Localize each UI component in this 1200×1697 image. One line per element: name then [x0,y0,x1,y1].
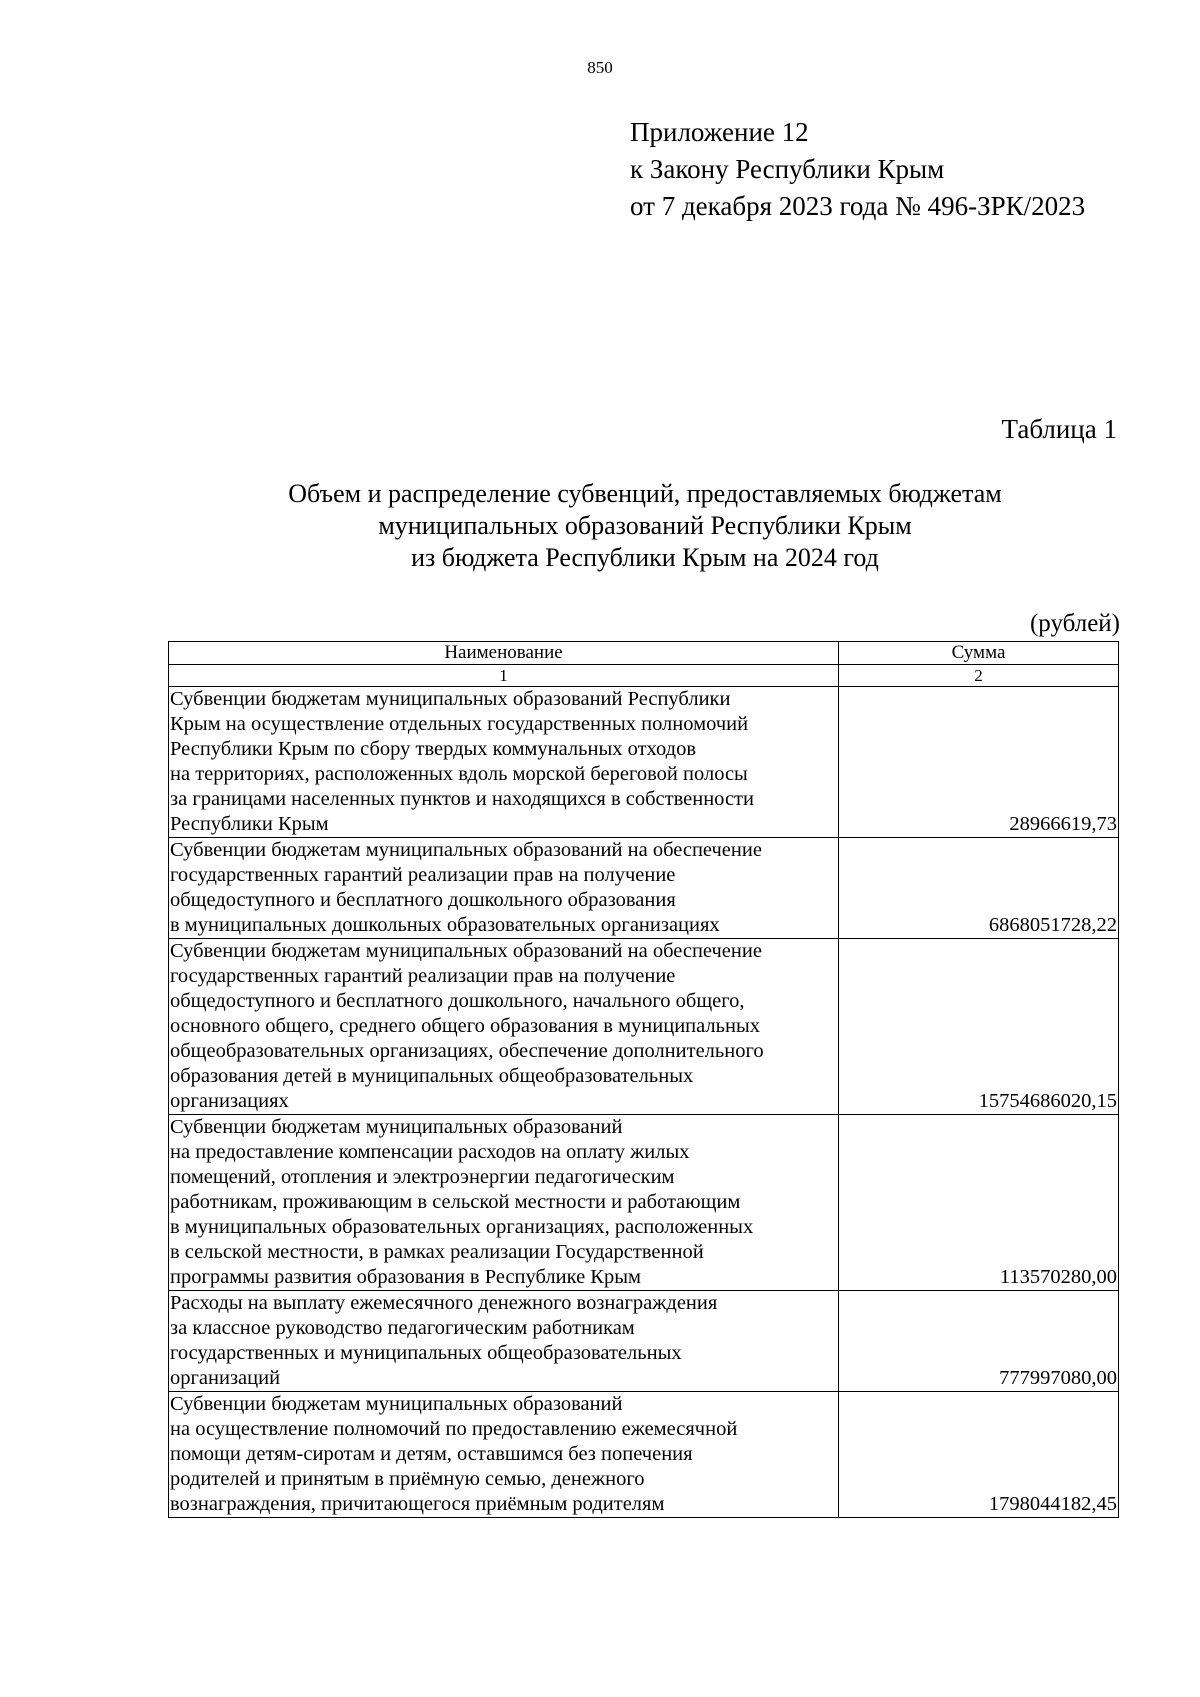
units-label: (рублей) [1029,610,1120,637]
appendix-line-1: Приложение 12 [630,117,809,147]
row-sum: 777997080,00 [839,1291,1119,1392]
table-header-row [169,642,1119,665]
row-sum: 113570280,00 [839,1115,1119,1291]
page-number: 850 [587,58,613,77]
row-name: Расходы на выплату ежемесячного денежного вознаграждения за классное руководство педагогическим работникам государственных и муниципальных общеобразовательных организаций [169,1291,839,1392]
row-name: Субвенции бюджетам муниципальных образований на предоставление компенсации расходов на оплату жилых помещений, отопления и электроэнергии педагогическим работникам, проживающим в сельской местности и работающим в муниципальных образовательных организациях, расположенных в сельской местности, в рамках реализации Государственной программы развития образования в Республике Крым [169,1115,839,1291]
row-name: Субвенции бюджетам муниципальных образований на осуществление полномочий по предоставлению ежемесячной помощи детям-сиротам и детям, оставшимся без попечения родителей и принятым в приёмную семью, денежного вознаграждения, причитающегося приёмным родителям [169,1392,839,1518]
row-name: Субвенции бюджетам муниципальных образований на обеспечение государственных гарантий реализации прав на получение общедоступного и бесплатного дошкольного образования в муниципальных дошкольных образовательных организациях [169,838,839,939]
table-row [169,838,1119,939]
header-name: Наименование [169,642,839,665]
table-row [169,1291,1119,1392]
table-row [169,1115,1119,1291]
table-label: Таблица 1 [1001,414,1117,444]
table-row [169,1392,1119,1518]
title-line-3: из бюджета Республики Крым на 2024 год [411,543,879,572]
table-row [169,687,1119,838]
header-sum: Сумма [839,642,1119,665]
appendix-line-2: к Закону Республики Крым [630,154,945,184]
row-sum: 1798044182,45 [839,1392,1119,1518]
row-sum: 6868051728,22 [839,838,1119,939]
column-number-2: 2 [839,665,1119,687]
document-title [0,478,1200,574]
subventions-table [168,641,1119,1518]
appendix-line-3: от 7 декабря 2023 года № 496-ЗРК/2023 [630,191,1086,221]
column-number-1: 1 [169,665,839,687]
row-sum: 28966619,73 [839,687,1119,838]
title-line-1: Объем и распределение субвенций, предоставляемых бюджетам [288,479,1002,508]
row-name: Субвенции бюджетам муниципальных образований на обеспечение государственных гарантий реализации прав на получение общедоступного и бесплатного дошкольного, начального общего, основного общего, среднего общего образования в муниципальных общеобразовательных организациях, обеспечение дополнительного образования детей в муниципальных общеобразовательных организациях [169,939,839,1115]
row-name: Субвенции бюджетам муниципальных образований Республики Крым на осуществление отдельных государственных полномочий Республики Крым по сбору твердых коммунальных отходов на территориях, расположенных вдоль морской береговой полосы за границами населенных пунктов и находящихся в собственности Республики Крым [169,687,839,838]
title-line-2: муниципальных образований Республики Крым [378,511,912,540]
table-row [169,939,1119,1115]
appendix-header [630,114,1085,225]
column-number-row [169,665,1119,687]
row-sum: 15754686020,15 [839,939,1119,1115]
